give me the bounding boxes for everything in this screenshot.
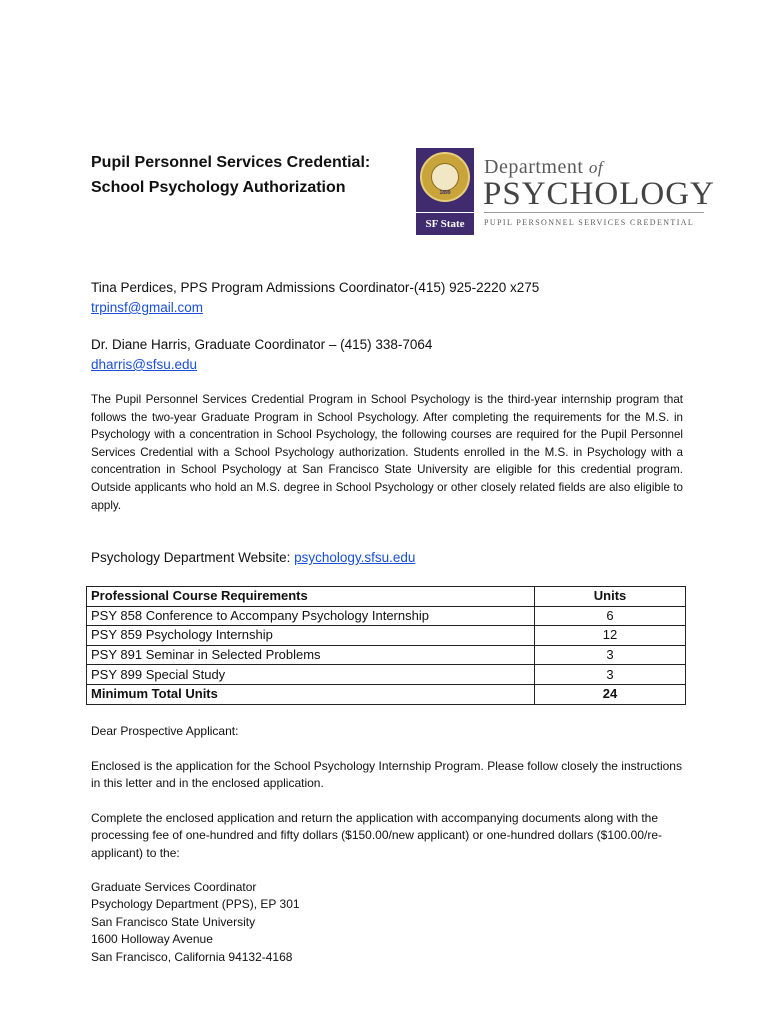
contact-admissions bbox=[91, 278, 539, 318]
logo-divider bbox=[484, 212, 704, 213]
letter-paragraph-2: Complete the enclosed application and return the application with accompanying documents along with the processing fee of one-hundred and fifty dollars ($150.00/new applicant) or one-hundred dollars ($100.00/re-applicant) to the: bbox=[91, 811, 663, 860]
address-line: San Francisco State University bbox=[91, 914, 256, 929]
logo-seal-panel bbox=[416, 148, 474, 234]
total-units: 24 bbox=[535, 684, 686, 704]
course-cell: PSY 858 Conference to Accompany Psychology Internship bbox=[87, 606, 535, 626]
address-line: 1600 Holloway Avenue bbox=[91, 932, 213, 947]
sf-state-wordmark: SF State bbox=[416, 212, 474, 235]
department-logo bbox=[416, 148, 715, 234]
course-cell: PSY 859 Psychology Internship bbox=[87, 626, 535, 646]
email-link[interactable]: trpinsf@gmail.com bbox=[91, 300, 203, 315]
email-link[interactable]: dharris@sfsu.edu bbox=[91, 357, 198, 372]
mailing-address bbox=[91, 879, 300, 966]
contact-line: Tina Perdices, PPS Program Admissions Coordinator-(415) 925-2220 x275 bbox=[91, 280, 540, 295]
table-row bbox=[87, 626, 686, 646]
website-label: Psychology Department Website: bbox=[91, 550, 295, 565]
header-units: Units bbox=[535, 587, 686, 607]
psychology-wordmark: PSYCHOLOGY bbox=[483, 176, 715, 212]
course-requirements-table bbox=[86, 586, 686, 705]
table-total-row bbox=[87, 684, 686, 704]
letter-paragraph-1: Enclosed is the application for the School Psychology Internship Program. Please follow closely the instructions in this letter and in the enclosed application. bbox=[91, 759, 682, 791]
units-cell: 6 bbox=[535, 606, 686, 626]
contact-line: Dr. Diane Harris, Graduate Coordinator – (415) 338-7064 bbox=[91, 337, 433, 352]
table-row bbox=[87, 665, 686, 685]
address-line: Psychology Department (PPS), EP 301 bbox=[91, 897, 300, 912]
table-row bbox=[87, 606, 686, 626]
university-seal-icon bbox=[420, 152, 470, 202]
website-link[interactable]: psychology.sfsu.edu bbox=[294, 550, 416, 565]
title-line-2: School Psychology Authorization bbox=[91, 179, 346, 196]
website-line bbox=[91, 548, 415, 568]
address-line: San Francisco, California 94132-4168 bbox=[91, 949, 293, 964]
logo-subtitle: PUPIL PERSONNEL SERVICES CREDENTIAL bbox=[484, 218, 695, 227]
title-line-1: Pupil Personnel Services Credential: bbox=[91, 154, 371, 171]
letter-salutation: Dear Prospective Applicant: bbox=[91, 724, 239, 738]
intro-paragraph: The Pupil Personnel Services Credential Program in School Psychology is the third-year internship program that follows the two-year Graduate Program in School Psychology. After completing the requirements for the M.S. in Psychology with a concentration in School Psychology, the following courses are required for the Pupil Personnel Services Credential with a School Psychology authorization. Students enrolled in the M.S. in Psychology with a concentration in School Psychology at San Francisco State University are eligible for this credential program. Outside applicants who hold an M.S. degree in School Psychology or other closely related fields are also eligible to apply. bbox=[91, 393, 683, 512]
of-word: of bbox=[588, 158, 604, 177]
header-course: Professional Course Requirements bbox=[87, 587, 535, 607]
document-title bbox=[91, 150, 370, 200]
department-word: Department bbox=[484, 156, 584, 178]
table-header-row bbox=[87, 587, 686, 607]
address-line: Graduate Services Coordinator bbox=[91, 880, 257, 894]
seal-center-icon bbox=[431, 163, 459, 191]
seal-year: 1899 bbox=[439, 190, 451, 196]
contact-graduate-coordinator bbox=[91, 335, 432, 375]
units-cell: 3 bbox=[535, 665, 686, 685]
table-row bbox=[87, 645, 686, 665]
units-cell: 12 bbox=[535, 626, 686, 646]
course-cell: PSY 899 Special Study bbox=[87, 665, 535, 685]
course-cell: PSY 891 Seminar in Selected Problems bbox=[87, 645, 535, 665]
total-label: Minimum Total Units bbox=[87, 684, 535, 704]
units-cell: 3 bbox=[535, 645, 686, 665]
